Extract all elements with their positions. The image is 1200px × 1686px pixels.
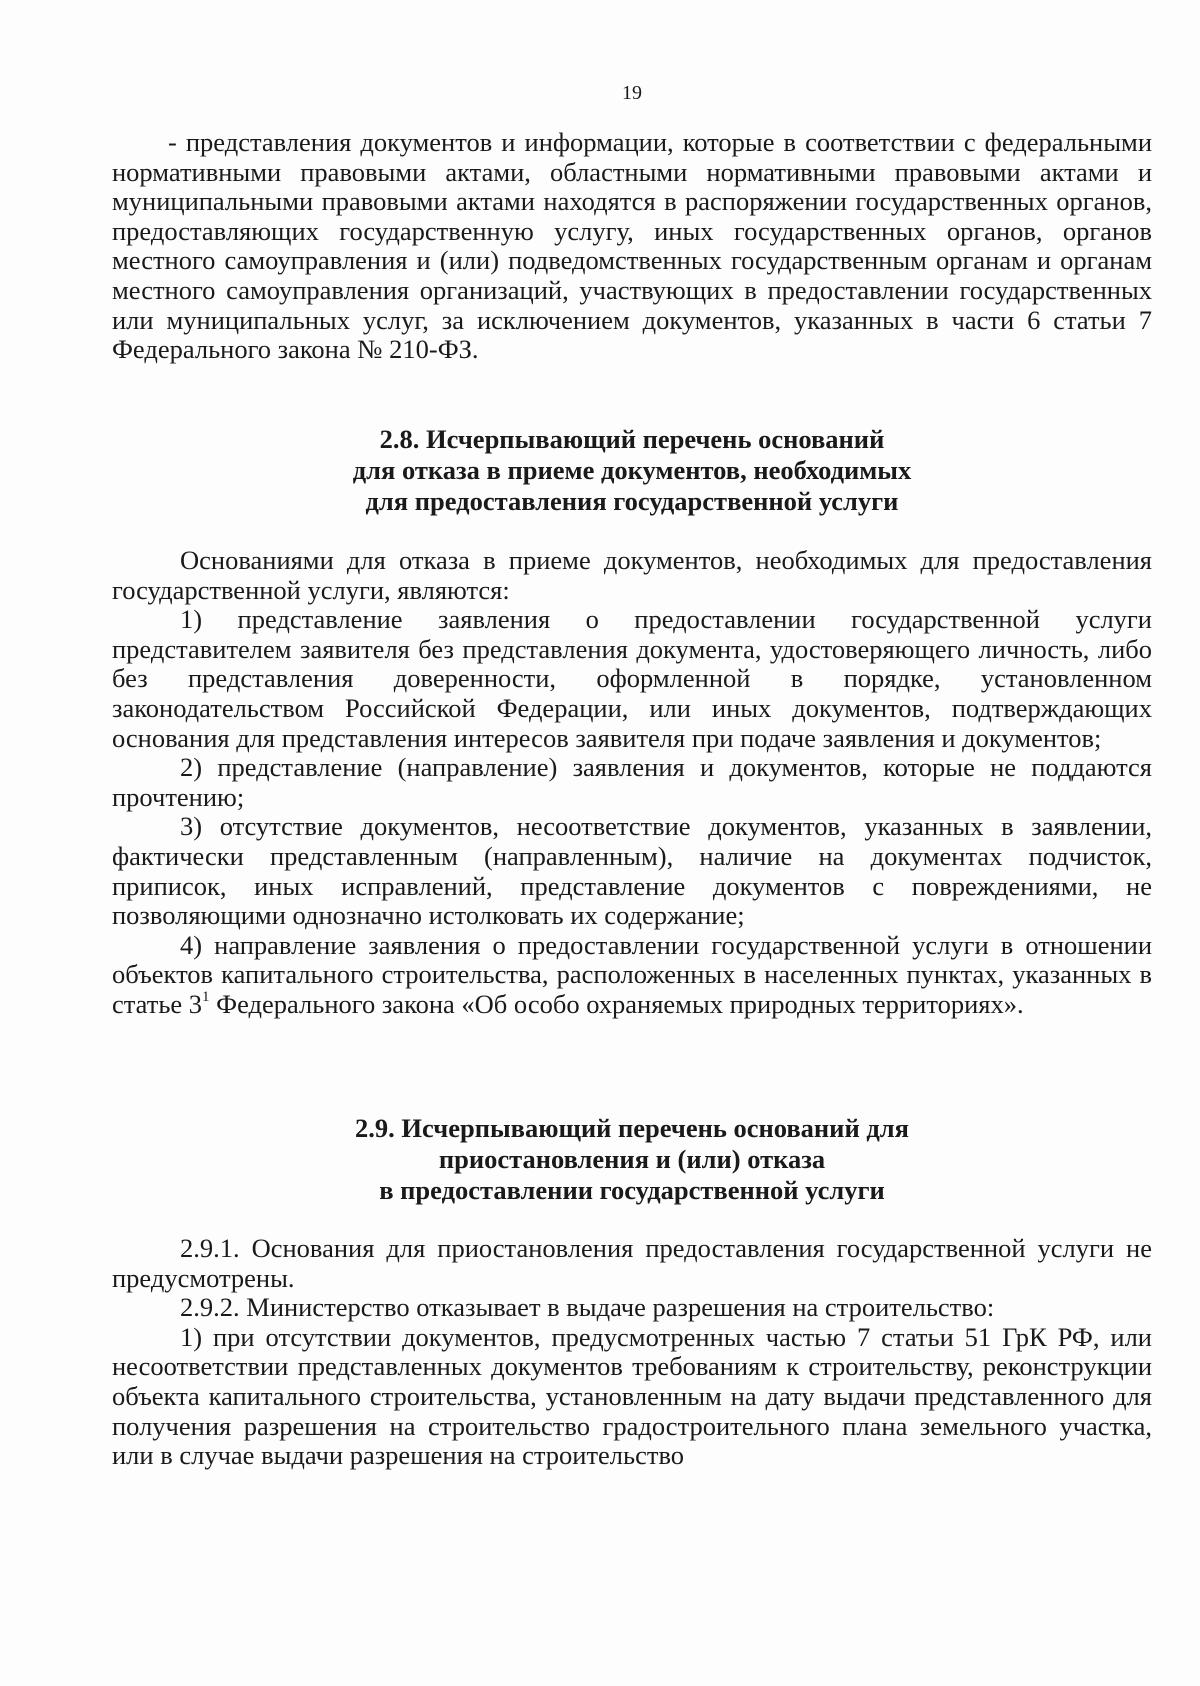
section-2-9-heading <box>112 1113 1152 1206</box>
section-2-8-item-4 <box>112 931 1152 1020</box>
section-2-8-item-1: 1) представление заявления о предоставлении государственной услуги представителем заявителя без представления документа, удостоверяющего личность, либо без представления доверенности, оформленной в порядке, установленном законодательством Российской Федерации, или иных документов, подтверждающих основания для представления интересов заявителя при подаче заявления и документов; <box>112 604 1152 753</box>
section-2-8-heading-line: 2.8. Исчерпывающий перечень оснований <box>379 424 885 454</box>
intro-block <box>112 128 1152 365</box>
section-2-9-2-item-1: 1) при отсутствии документов, предусмотренных частью 7 статьи 51 ГрК РФ, или несоответствии представленных документов требованиям к строительству, реконструкции объекта капитального строительства, установленным на дату выдачи представленного для получения разрешения на строительство градостроительного плана земельного участка, или в случае выдачи разрешения на строительство <box>112 1321 1152 1471</box>
section-2-9-2-paragraph: 2.9.2. Министерство отказывает в выдаче разрешения на строительство: <box>180 1292 995 1323</box>
section-2-9-heading-line: 2.9. Исчерпывающий перечень оснований для <box>355 1113 909 1143</box>
item-4-text-start: 4) направление заявления о предоставлении государственной услуги в отношении объектов капитального строительства, расположенных в населенных пунктах, указанных в статье 3 <box>112 929 1152 1019</box>
section-2-8-item-3: 3) отсутствие документов, несоответствие документов, указанных в заявлении, фактически представленным (направленным), наличие на документах подчисток, приписок, иных исправлений, представление документов с повреждениями, не позволяющими однозначно истолковать их содержание; <box>112 811 1152 931</box>
item-4-superscript: 1 <box>202 988 210 1005</box>
section-2-9-heading-line: в предоставлении государственной услуги <box>379 1175 885 1205</box>
section-2-9-body <box>112 1234 1152 1471</box>
intro-paragraph: - представления документов и информации, которые в соответствии с федеральными нормативными правовыми актами, областными нормативными правовыми актами и муниципальными правовыми актами находятся в распоряжении государственных органов, предоставляющих государственную услугу, иных государственных органов, органов местного самоуправления и (или) подведомственных государственным органам и органам местного самоуправления организаций, участвующих в предоставлении государственных или муниципальных услуг, за исключением документов, указанных в части 6 статьи 7 Федерального закона № 210-ФЗ. <box>112 127 1152 365</box>
section-2-9-1-paragraph: 2.9.1. Основания для приостановления предоставления государственной услуги не предусмотрены. <box>112 1233 1152 1293</box>
section-2-8-paragraph: Основаниями для отказа в приеме документов, необходимых для предоставления государственной услуги, являются: <box>112 545 1152 605</box>
section-2-9-heading-line: приостановления и (или) отказа <box>438 1144 826 1174</box>
section-2-8-heading-line: для отказа в приеме документов, необходимых <box>352 455 912 485</box>
section-2-8-heading-line: для предоставления государственной услуги <box>365 486 899 516</box>
section-2-8-body <box>112 546 1152 1020</box>
item-4-text-end: Федерального закона «Об особо охраняемых природных территориях». <box>209 988 1024 1019</box>
section-2-8-item-2: 2) представление (направление) заявления и документов, которые не поддаются прочтению; <box>112 752 1152 812</box>
section-2-8-heading <box>112 424 1152 517</box>
page-number: 19 <box>622 82 642 104</box>
